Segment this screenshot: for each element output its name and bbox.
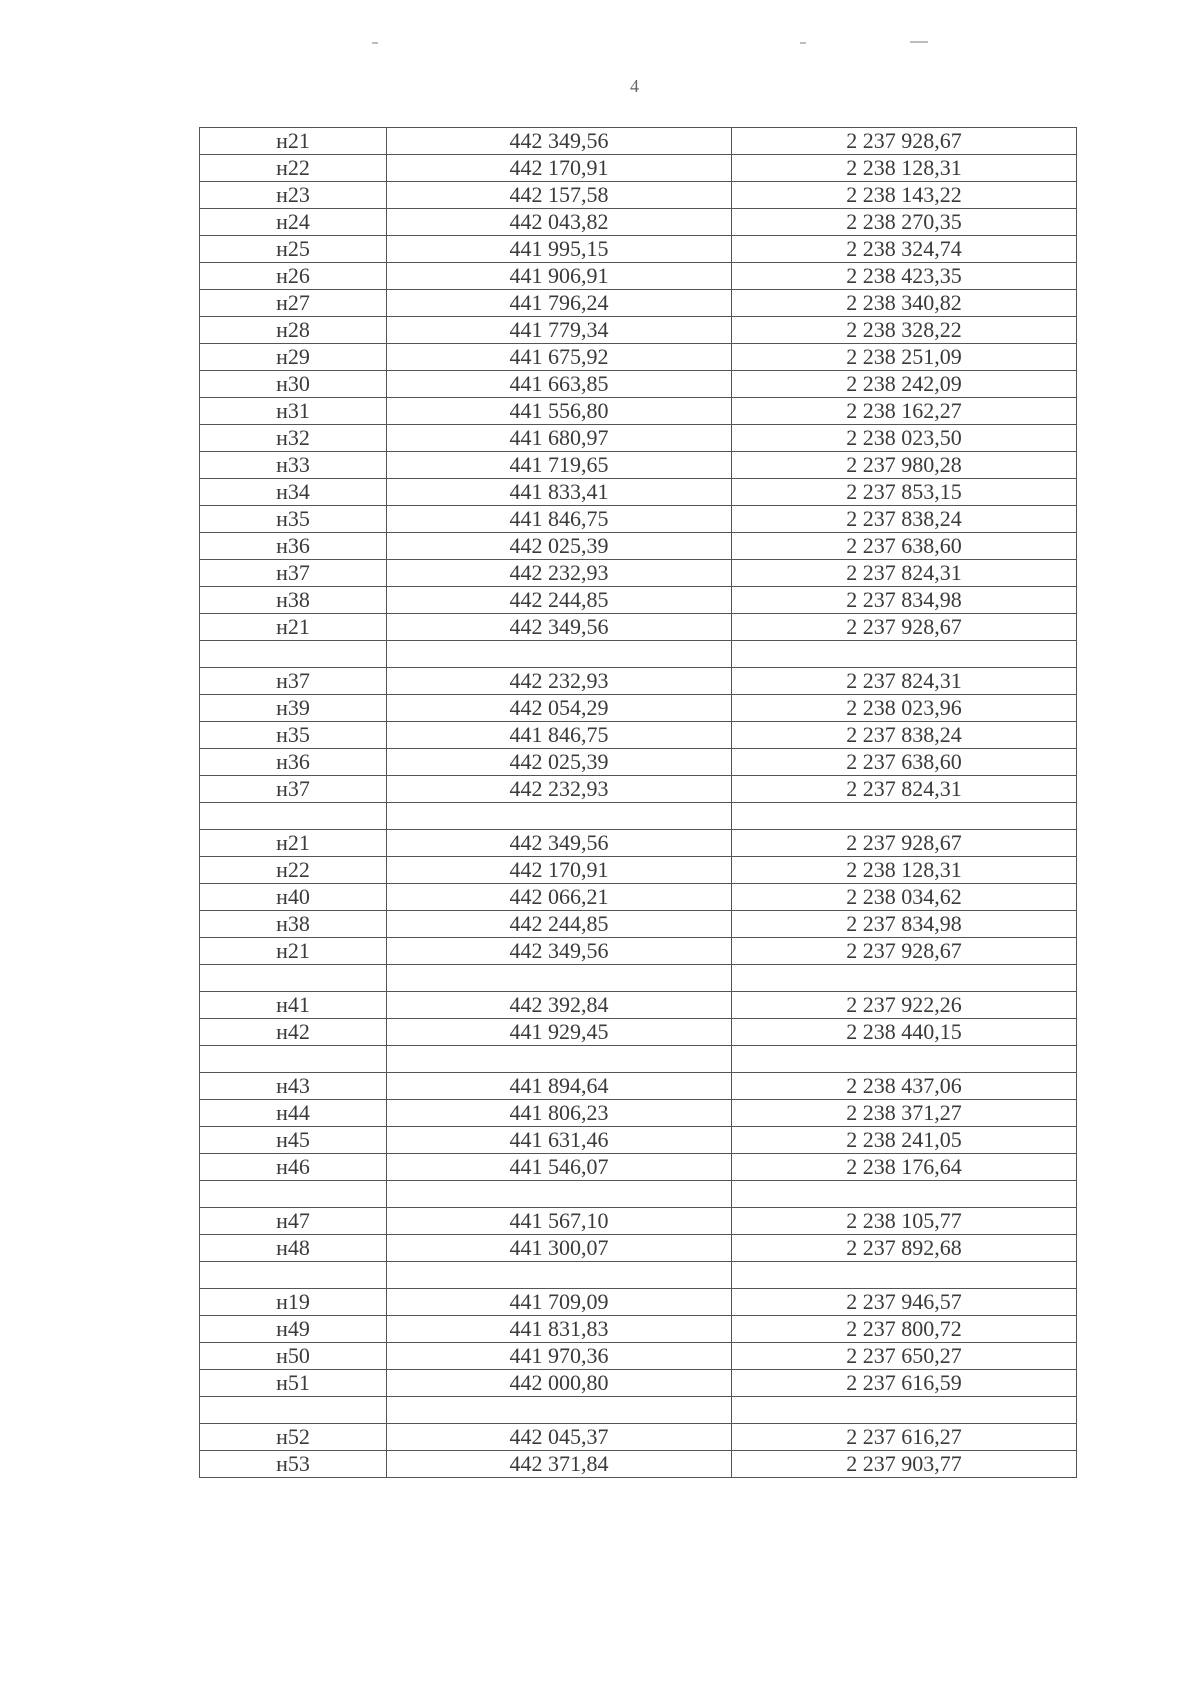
y-coordinate-cell: 2 237 853,15: [732, 479, 1077, 506]
point-id-cell: н37: [200, 776, 387, 803]
y-coordinate-cell: 2 238 251,09: [732, 344, 1077, 371]
point-id-cell: н52: [200, 1424, 387, 1451]
x-coordinate-cell: 442 170,91: [387, 857, 732, 884]
x-coordinate-cell: 441 300,07: [387, 1235, 732, 1262]
x-coordinate-cell: 441 709,09: [387, 1289, 732, 1316]
x-coordinate-cell: 441 631,46: [387, 1127, 732, 1154]
y-coordinate-cell: 2 238 371,27: [732, 1100, 1077, 1127]
point-id-cell: н39: [200, 695, 387, 722]
y-coordinate-cell: 2 238 162,27: [732, 398, 1077, 425]
x-coordinate-cell: 442 043,82: [387, 209, 732, 236]
table-row: [200, 722, 1077, 749]
x-coordinate-cell: 441 831,83: [387, 1316, 732, 1343]
point-id-cell: н38: [200, 587, 387, 614]
table-row: [200, 587, 1077, 614]
table-row: [200, 830, 1077, 857]
y-coordinate-cell: 2 237 824,31: [732, 668, 1077, 695]
y-coordinate-cell: 2 238 128,31: [732, 857, 1077, 884]
y-coordinate-cell: 2 237 946,57: [732, 1289, 1077, 1316]
y-coordinate-cell: 2 237 903,77: [732, 1451, 1077, 1478]
x-coordinate-cell: 442 232,93: [387, 560, 732, 587]
x-coordinate-cell: 442 054,29: [387, 695, 732, 722]
y-coordinate-cell: 2 237 824,31: [732, 776, 1077, 803]
y-coordinate-cell: 2 237 834,98: [732, 911, 1077, 938]
point-id-cell: н31: [200, 398, 387, 425]
x-coordinate-cell: 441 567,10: [387, 1208, 732, 1235]
point-id-cell: н21: [200, 128, 387, 155]
table-row: [200, 857, 1077, 884]
table-row: [200, 1289, 1077, 1316]
y-coordinate-cell: 2 237 650,27: [732, 1343, 1077, 1370]
table-row: [200, 1019, 1077, 1046]
x-coordinate-cell: 442 045,37: [387, 1424, 732, 1451]
table-row: [200, 1424, 1077, 1451]
y-coordinate-cell: 2 237 616,59: [732, 1370, 1077, 1397]
x-coordinate-cell: 442 025,39: [387, 533, 732, 560]
x-coordinate-cell: [387, 1046, 732, 1073]
y-coordinate-cell: 2 237 980,28: [732, 452, 1077, 479]
point-id-cell: н21: [200, 830, 387, 857]
y-coordinate-cell: 2 238 328,22: [732, 317, 1077, 344]
table-row: [200, 1316, 1077, 1343]
y-coordinate-cell: 2 237 638,60: [732, 533, 1077, 560]
point-id-cell: н41: [200, 992, 387, 1019]
table-row: [200, 1370, 1077, 1397]
point-id-cell: н35: [200, 506, 387, 533]
table-separator-row: [200, 1046, 1077, 1073]
y-coordinate-cell: 2 237 834,98: [732, 587, 1077, 614]
point-id-cell: н38: [200, 911, 387, 938]
x-coordinate-cell: 442 349,56: [387, 614, 732, 641]
table-row: [200, 560, 1077, 587]
x-coordinate-cell: 442 000,80: [387, 1370, 732, 1397]
x-coordinate-cell: [387, 641, 732, 668]
y-coordinate-cell: 2 238 242,09: [732, 371, 1077, 398]
table-row: [200, 182, 1077, 209]
y-coordinate-cell: [732, 1262, 1077, 1289]
coordinates-table-body: [200, 128, 1077, 1478]
point-id-cell: н40: [200, 884, 387, 911]
y-coordinate-cell: [732, 1046, 1077, 1073]
y-coordinate-cell: 2 237 892,68: [732, 1235, 1077, 1262]
table-row: [200, 1100, 1077, 1127]
table-row: [200, 344, 1077, 371]
y-coordinate-cell: 2 237 922,26: [732, 992, 1077, 1019]
point-id-cell: н22: [200, 857, 387, 884]
table-separator-row: [200, 1262, 1077, 1289]
point-id-cell: н29: [200, 344, 387, 371]
point-id-cell: [200, 641, 387, 668]
table-row: [200, 1073, 1077, 1100]
table-row: [200, 749, 1077, 776]
x-coordinate-cell: 442 066,21: [387, 884, 732, 911]
y-coordinate-cell: 2 237 928,67: [732, 938, 1077, 965]
scan-artifact: [372, 42, 378, 44]
x-coordinate-cell: [387, 965, 732, 992]
y-coordinate-cell: 2 237 838,24: [732, 722, 1077, 749]
point-id-cell: н27: [200, 290, 387, 317]
point-id-cell: н22: [200, 155, 387, 182]
table-separator-row: [200, 803, 1077, 830]
point-id-cell: н24: [200, 209, 387, 236]
y-coordinate-cell: 2 237 824,31: [732, 560, 1077, 587]
x-coordinate-cell: 441 970,36: [387, 1343, 732, 1370]
table-row: [200, 668, 1077, 695]
y-coordinate-cell: 2 237 638,60: [732, 749, 1077, 776]
table-separator-row: [200, 1181, 1077, 1208]
point-id-cell: н32: [200, 425, 387, 452]
point-id-cell: н25: [200, 236, 387, 263]
table-row: [200, 479, 1077, 506]
y-coordinate-cell: 2 238 423,35: [732, 263, 1077, 290]
x-coordinate-cell: 442 349,56: [387, 938, 732, 965]
table-row: [200, 209, 1077, 236]
x-coordinate-cell: 441 894,64: [387, 1073, 732, 1100]
point-id-cell: [200, 1181, 387, 1208]
table-row: [200, 155, 1077, 182]
point-id-cell: н23: [200, 182, 387, 209]
coordinates-table: [199, 127, 1077, 1478]
table-row: [200, 992, 1077, 1019]
table-row: [200, 614, 1077, 641]
scan-artifact: [910, 41, 928, 43]
y-coordinate-cell: 2 238 324,74: [732, 236, 1077, 263]
point-id-cell: [200, 1046, 387, 1073]
table-row: [200, 884, 1077, 911]
table-row: [200, 695, 1077, 722]
table-row: [200, 128, 1077, 155]
x-coordinate-cell: 441 846,75: [387, 506, 732, 533]
table-row: [200, 371, 1077, 398]
point-id-cell: [200, 1262, 387, 1289]
point-id-cell: [200, 803, 387, 830]
point-id-cell: н30: [200, 371, 387, 398]
y-coordinate-cell: [732, 965, 1077, 992]
x-coordinate-cell: 442 392,84: [387, 992, 732, 1019]
x-coordinate-cell: 442 232,93: [387, 776, 732, 803]
x-coordinate-cell: 442 244,85: [387, 911, 732, 938]
table-row: [200, 236, 1077, 263]
x-coordinate-cell: 441 779,34: [387, 317, 732, 344]
page-number: 4: [630, 76, 639, 96]
point-id-cell: н51: [200, 1370, 387, 1397]
y-coordinate-cell: 2 238 241,05: [732, 1127, 1077, 1154]
x-coordinate-cell: 442 349,56: [387, 830, 732, 857]
x-coordinate-cell: 441 995,15: [387, 236, 732, 263]
table-row: [200, 1154, 1077, 1181]
x-coordinate-cell: 441 675,92: [387, 344, 732, 371]
point-id-cell: н36: [200, 533, 387, 560]
point-id-cell: н45: [200, 1127, 387, 1154]
y-coordinate-cell: 2 238 143,22: [732, 182, 1077, 209]
x-coordinate-cell: 442 244,85: [387, 587, 732, 614]
y-coordinate-cell: 2 237 928,67: [732, 128, 1077, 155]
point-id-cell: н21: [200, 938, 387, 965]
table-row: [200, 425, 1077, 452]
x-coordinate-cell: 441 680,97: [387, 425, 732, 452]
table-row: [200, 290, 1077, 317]
table-row: [200, 263, 1077, 290]
point-id-cell: н49: [200, 1316, 387, 1343]
x-coordinate-cell: [387, 1262, 732, 1289]
point-id-cell: н44: [200, 1100, 387, 1127]
x-coordinate-cell: 441 546,07: [387, 1154, 732, 1181]
x-coordinate-cell: 441 663,85: [387, 371, 732, 398]
x-coordinate-cell: 442 157,58: [387, 182, 732, 209]
point-id-cell: н33: [200, 452, 387, 479]
y-coordinate-cell: 2 237 928,67: [732, 830, 1077, 857]
y-coordinate-cell: 2 238 023,50: [732, 425, 1077, 452]
scan-artifact: [800, 42, 806, 44]
table-row: [200, 1343, 1077, 1370]
table-row: [200, 1208, 1077, 1235]
x-coordinate-cell: 441 929,45: [387, 1019, 732, 1046]
point-id-cell: н47: [200, 1208, 387, 1235]
y-coordinate-cell: [732, 1181, 1077, 1208]
point-id-cell: н43: [200, 1073, 387, 1100]
point-id-cell: н26: [200, 263, 387, 290]
x-coordinate-cell: 441 806,23: [387, 1100, 732, 1127]
point-id-cell: н21: [200, 614, 387, 641]
x-coordinate-cell: 441 556,80: [387, 398, 732, 425]
table-separator-row: [200, 1397, 1077, 1424]
y-coordinate-cell: 2 238 270,35: [732, 209, 1077, 236]
y-coordinate-cell: [732, 803, 1077, 830]
x-coordinate-cell: 442 025,39: [387, 749, 732, 776]
y-coordinate-cell: 2 237 838,24: [732, 506, 1077, 533]
point-id-cell: н42: [200, 1019, 387, 1046]
table-row: [200, 938, 1077, 965]
x-coordinate-cell: 441 796,24: [387, 290, 732, 317]
y-coordinate-cell: 2 238 034,62: [732, 884, 1077, 911]
y-coordinate-cell: 2 238 176,64: [732, 1154, 1077, 1181]
point-id-cell: н37: [200, 668, 387, 695]
x-coordinate-cell: [387, 1181, 732, 1208]
y-coordinate-cell: 2 238 105,77: [732, 1208, 1077, 1235]
y-coordinate-cell: 2 238 437,06: [732, 1073, 1077, 1100]
point-id-cell: н53: [200, 1451, 387, 1478]
x-coordinate-cell: 441 833,41: [387, 479, 732, 506]
table-row: [200, 398, 1077, 425]
point-id-cell: н35: [200, 722, 387, 749]
x-coordinate-cell: 441 719,65: [387, 452, 732, 479]
x-coordinate-cell: 442 170,91: [387, 155, 732, 182]
point-id-cell: н46: [200, 1154, 387, 1181]
y-coordinate-cell: [732, 641, 1077, 668]
point-id-cell: н48: [200, 1235, 387, 1262]
table-row: [200, 506, 1077, 533]
table-row: [200, 911, 1077, 938]
x-coordinate-cell: [387, 803, 732, 830]
point-id-cell: н37: [200, 560, 387, 587]
point-id-cell: н50: [200, 1343, 387, 1370]
table-row: [200, 1235, 1077, 1262]
x-coordinate-cell: 441 846,75: [387, 722, 732, 749]
x-coordinate-cell: 441 906,91: [387, 263, 732, 290]
y-coordinate-cell: 2 237 616,27: [732, 1424, 1077, 1451]
table-separator-row: [200, 641, 1077, 668]
point-id-cell: [200, 965, 387, 992]
table-row: [200, 452, 1077, 479]
x-coordinate-cell: [387, 1397, 732, 1424]
y-coordinate-cell: 2 238 440,15: [732, 1019, 1077, 1046]
point-id-cell: н28: [200, 317, 387, 344]
point-id-cell: н34: [200, 479, 387, 506]
point-id-cell: н19: [200, 1289, 387, 1316]
point-id-cell: н36: [200, 749, 387, 776]
table-row: [200, 317, 1077, 344]
y-coordinate-cell: 2 238 340,82: [732, 290, 1077, 317]
y-coordinate-cell: [732, 1397, 1077, 1424]
point-id-cell: [200, 1397, 387, 1424]
table-separator-row: [200, 965, 1077, 992]
table-row: [200, 1127, 1077, 1154]
x-coordinate-cell: 442 232,93: [387, 668, 732, 695]
y-coordinate-cell: 2 237 928,67: [732, 614, 1077, 641]
x-coordinate-cell: 442 371,84: [387, 1451, 732, 1478]
y-coordinate-cell: 2 237 800,72: [732, 1316, 1077, 1343]
table-row: [200, 533, 1077, 560]
x-coordinate-cell: 442 349,56: [387, 128, 732, 155]
y-coordinate-cell: 2 238 023,96: [732, 695, 1077, 722]
y-coordinate-cell: 2 238 128,31: [732, 155, 1077, 182]
table-row: [200, 1451, 1077, 1478]
table-row: [200, 776, 1077, 803]
